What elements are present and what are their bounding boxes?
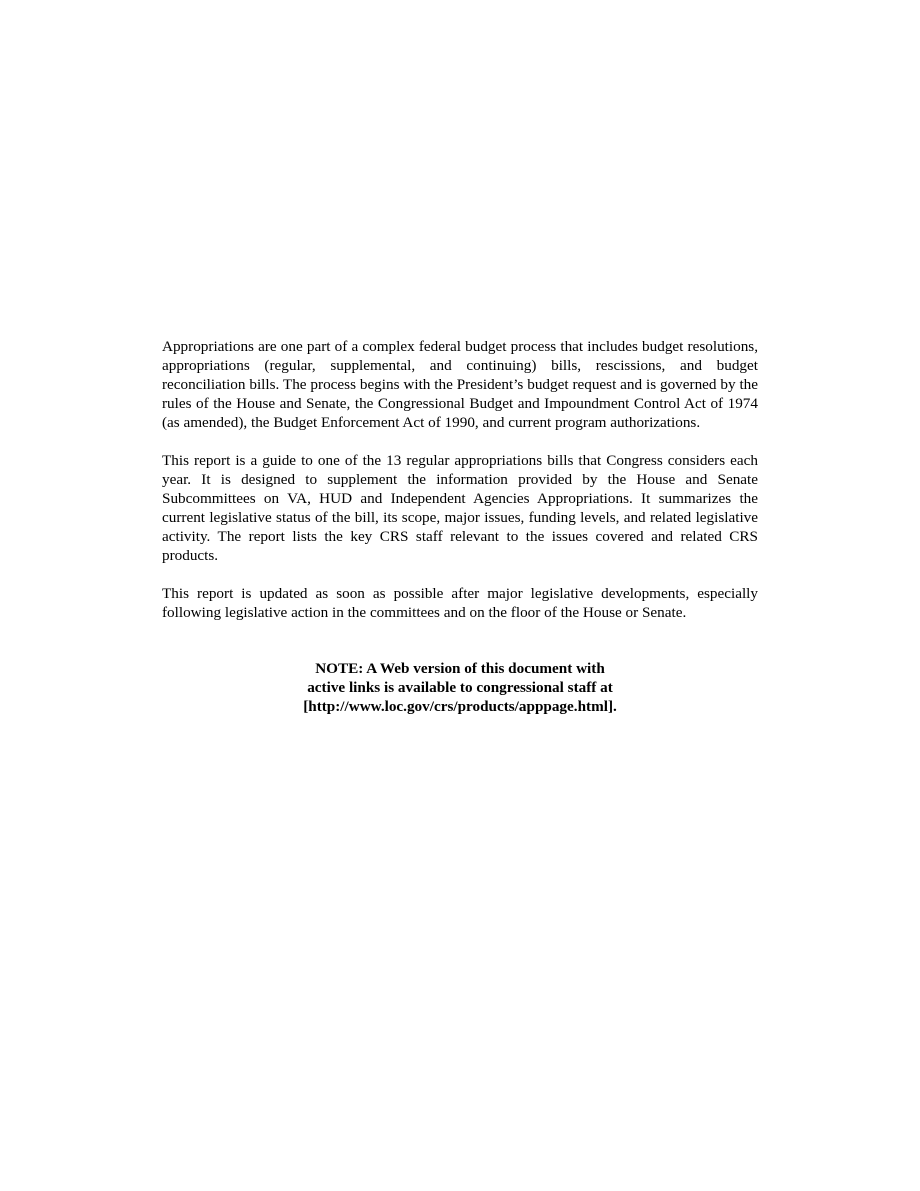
document-body — [162, 337, 758, 716]
update-paragraph: This report is updated as soon as possible after major legislative developments, especially following legislative action in the committees and on the floor of the House or Senate. — [162, 585, 758, 621]
note-line-2: active links is available to congressional staff at — [307, 679, 613, 696]
note-line-1: NOTE: A Web version of this document with — [315, 660, 605, 677]
guide-paragraph: This report is a guide to one of the 13 regular appropriations bills that Congress considers each year. It is designed to supplement the information provided by the House and Senate Subcommittees on VA, HUD and Independent Agencies Appropriations. It summarizes the current legislative status of the bill, its scope, major issues, funding levels, and related legislative activity. The report lists the key CRS staff relevant to the issues covered and related CRS products. — [162, 452, 758, 564]
web-version-note — [162, 659, 758, 716]
note-url: [http://www.loc.gov/crs/products/apppage.html]. — [303, 698, 617, 715]
intro-paragraph: Appropriations are one part of a complex federal budget process that includes budget resolutions, appropriations (regular, supplemental, and continuing) bills, rescissions, and budget reconciliation bills. The process begins with the President’s budget request and is governed by the rules of the House and Senate, the Congressional Budget and Impoundment Control Act of 1974 (as amended), the Budget Enforcement Act of 1990, and current program authorizations. — [162, 338, 758, 431]
